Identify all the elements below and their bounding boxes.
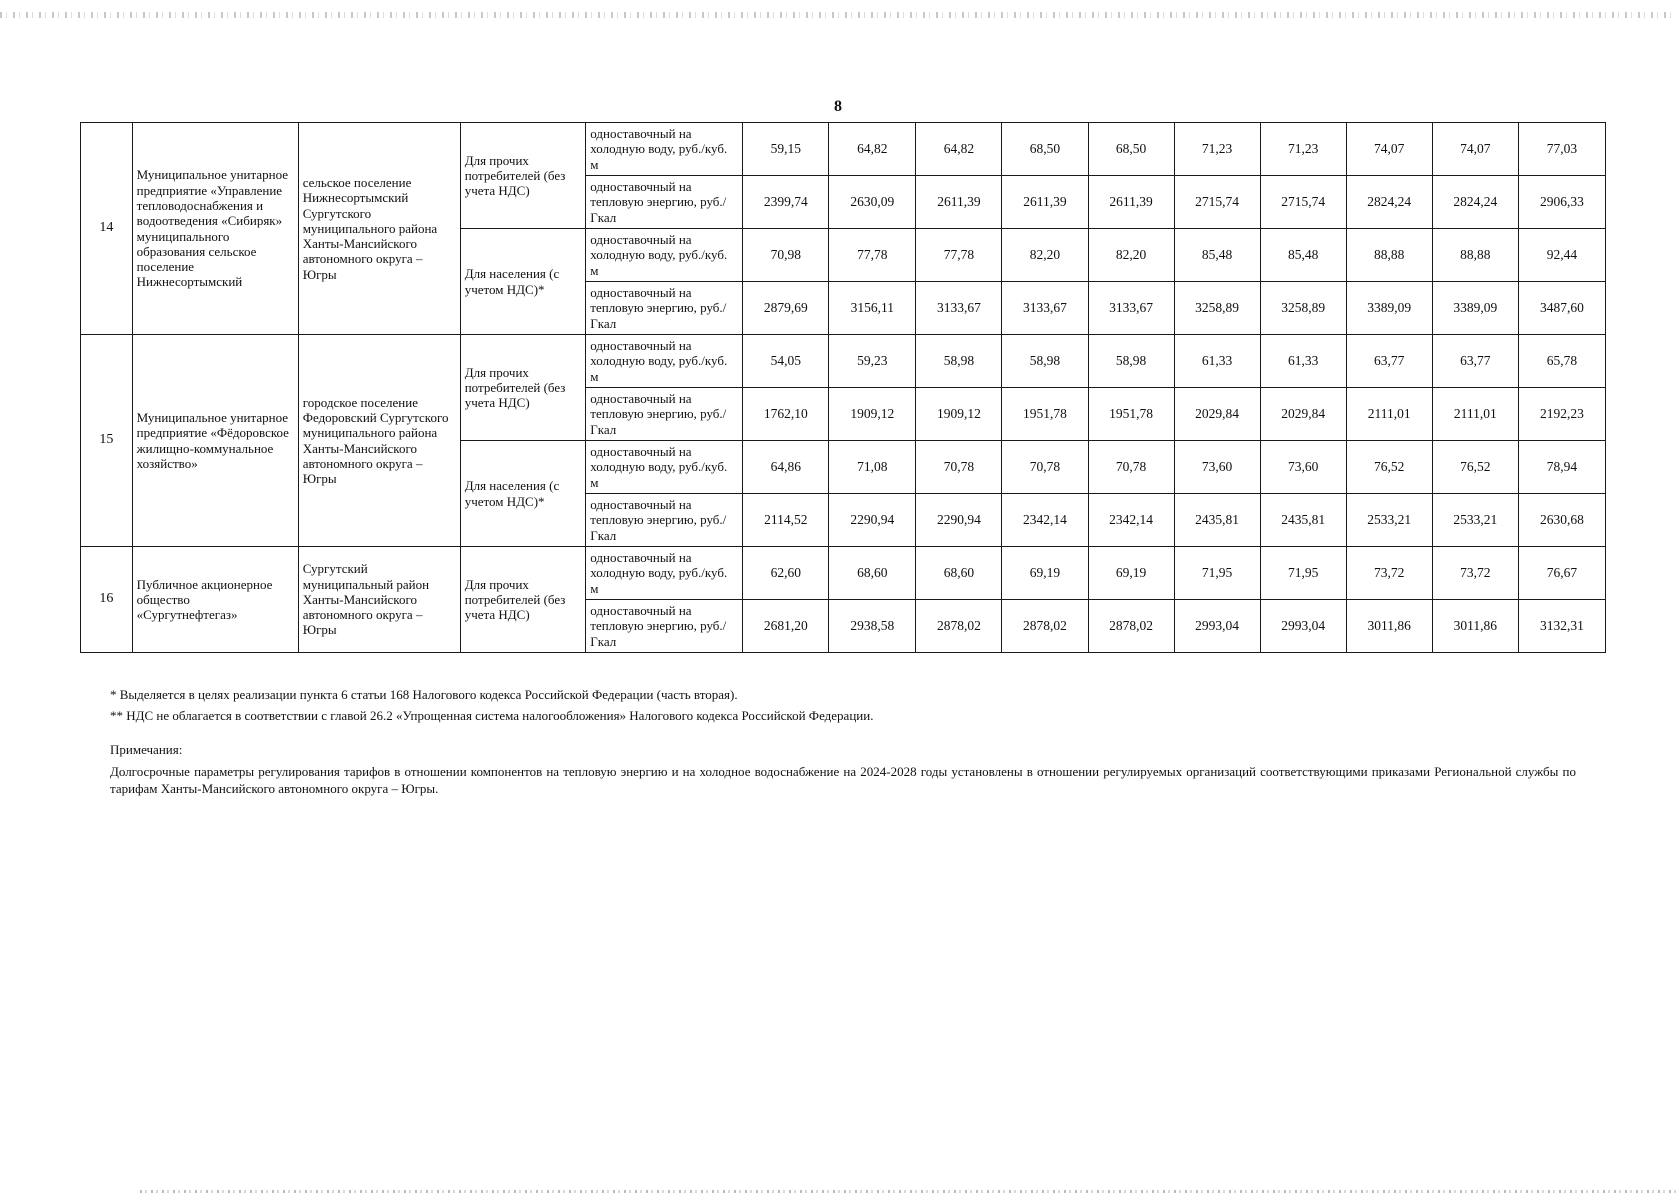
tariff-value: 2681,20 xyxy=(743,600,829,653)
tariff-value: 68,60 xyxy=(829,547,916,600)
tariff-value: 2611,39 xyxy=(916,176,1002,229)
table-row xyxy=(81,547,1606,600)
tariff-type xyxy=(586,388,743,441)
tariff-value: 2611,39 xyxy=(1002,176,1088,229)
tariff-value: 2029,84 xyxy=(1260,388,1346,441)
tariff-value: 2435,81 xyxy=(1174,494,1260,547)
organization-name: Публичное акционерное общество «Сургутнефтегаз» xyxy=(132,547,298,653)
tariff-value: 2435,81 xyxy=(1260,494,1346,547)
tariff-type-label: одноставочный на тепловую энергию, руб./ Гкал xyxy=(590,496,727,543)
tariff-value: 3132,31 xyxy=(1518,600,1605,653)
tariff-value: 76,52 xyxy=(1432,441,1518,494)
tariff-value: 71,23 xyxy=(1260,123,1346,176)
scan-edge-top xyxy=(0,12,1676,18)
tariff-value: 61,33 xyxy=(1174,335,1260,388)
tariff-value: 74,07 xyxy=(1432,123,1518,176)
table-row xyxy=(81,335,1606,388)
tariff-value: 59,15 xyxy=(743,123,829,176)
tariff-type xyxy=(586,441,743,494)
tariff-value: 2029,84 xyxy=(1174,388,1260,441)
tariff-value: 2878,02 xyxy=(1088,600,1174,653)
service-area: сельское поселение Нижнесортымский Сургутского муниципального района Ханты-Мансийского автономного округа – Югры xyxy=(298,123,460,335)
tariff-value: 3156,11 xyxy=(829,282,916,335)
tariff-value: 2533,21 xyxy=(1346,494,1432,547)
tariff-value: 2342,14 xyxy=(1088,494,1174,547)
tariff-value: 64,86 xyxy=(743,441,829,494)
tariff-value: 88,88 xyxy=(1346,229,1432,282)
consumer-group: Для прочих потребителей (без учета НДС) xyxy=(460,335,586,441)
tariff-value: 71,08 xyxy=(829,441,916,494)
consumer-group: Для населения (с учетом НДС)* xyxy=(460,229,586,335)
tariff-value: 2290,94 xyxy=(829,494,916,547)
tariff-value: 2111,01 xyxy=(1432,388,1518,441)
tariff-value: 58,98 xyxy=(1002,335,1088,388)
tariff-type xyxy=(586,282,743,335)
organization-name: Муниципальное унитарное предприятие «Управление тепловодоснабжения и водоотведения «Сибиряк» муниципального образования сельское поселение Нижнесортымский xyxy=(132,123,298,335)
tariff-value: 76,67 xyxy=(1518,547,1605,600)
tariff-type-label: одноставочный на холодную воду, руб./куб. м xyxy=(590,549,728,596)
tariff-type xyxy=(586,547,743,600)
tariff-value: 3487,60 xyxy=(1518,282,1605,335)
tariff-value: 68,50 xyxy=(1002,123,1088,176)
tariff-value: 3258,89 xyxy=(1260,282,1346,335)
tariff-value: 3133,67 xyxy=(1002,282,1088,335)
page-number: 8 xyxy=(834,98,842,115)
tariff-value: 2114,52 xyxy=(743,494,829,547)
tariff-value: 3011,86 xyxy=(1346,600,1432,653)
tariff-value: 85,48 xyxy=(1174,229,1260,282)
tariff-value: 69,19 xyxy=(1088,547,1174,600)
tariff-value: 85,48 xyxy=(1260,229,1346,282)
tariff-value: 71,95 xyxy=(1174,547,1260,600)
tariff-value: 64,82 xyxy=(829,123,916,176)
tariff-type-label: одноставочный на холодную воду, руб./куб. м xyxy=(590,443,728,490)
tariff-value: 2824,24 xyxy=(1432,176,1518,229)
tariff-value: 92,44 xyxy=(1518,229,1605,282)
tariff-value: 2111,01 xyxy=(1346,388,1432,441)
tariff-value: 2715,74 xyxy=(1260,176,1346,229)
tariff-value: 3389,09 xyxy=(1432,282,1518,335)
tariff-value: 73,72 xyxy=(1432,547,1518,600)
tariff-value: 59,23 xyxy=(829,335,916,388)
table-row xyxy=(81,123,1606,176)
tariff-value: 73,60 xyxy=(1260,441,1346,494)
tariff-value: 1762,10 xyxy=(743,388,829,441)
tariff-type-label: одноставочный на холодную воду, руб./куб. м xyxy=(590,337,728,384)
tariff-value: 82,20 xyxy=(1002,229,1088,282)
tariff-value: 1951,78 xyxy=(1088,388,1174,441)
tariff-value: 58,98 xyxy=(916,335,1002,388)
tariff-table-body xyxy=(81,123,1606,653)
consumer-group: Для прочих потребителей (без учета НДС) xyxy=(460,123,586,229)
tariff-type xyxy=(586,494,743,547)
service-area: Сургутский муниципальный район Ханты-Мансийского автономного округа – Югры xyxy=(298,547,460,653)
tariff-value: 82,20 xyxy=(1088,229,1174,282)
tariff-value: 76,52 xyxy=(1346,441,1432,494)
tariff-value: 2824,24 xyxy=(1346,176,1432,229)
tariff-type-label: одноставочный на холодную воду, руб./куб. м xyxy=(590,125,728,172)
tariff-value: 2993,04 xyxy=(1260,600,1346,653)
notes-title: Примечания: xyxy=(110,742,183,757)
tariff-value: 2192,23 xyxy=(1518,388,1605,441)
tariff-value: 69,19 xyxy=(1002,547,1088,600)
tariff-type-label: одноставочный на тепловую энергию, руб./ Гкал xyxy=(590,178,727,225)
footnote-vat-exempt: ** НДС не облагается в соответствии с главой 26.2 «Упрощенная система налогообложения» Налогового кодекса Российской Федерации. xyxy=(110,707,874,723)
tariff-value: 54,05 xyxy=(743,335,829,388)
organization-name: Муниципальное унитарное предприятие «Фёдоровское жилищно-коммунальное хозяйство» xyxy=(132,335,298,547)
tariff-value: 58,98 xyxy=(1088,335,1174,388)
tariff-value: 2630,68 xyxy=(1518,494,1605,547)
row-number: 15 xyxy=(81,335,133,547)
tariff-value: 2533,21 xyxy=(1432,494,1518,547)
tariff-value: 2906,33 xyxy=(1518,176,1605,229)
footnote-vat-allocated: * Выделяется в целях реализации пункта 6 статьи 168 Налогового кодекса Российской Федерации (часть вторая). xyxy=(110,687,738,702)
tariff-type xyxy=(586,123,743,176)
tariff-value: 77,78 xyxy=(829,229,916,282)
tariff-value: 3011,86 xyxy=(1432,600,1518,653)
tariff-type xyxy=(586,600,743,653)
footnotes xyxy=(110,685,1590,727)
tariff-value: 70,98 xyxy=(743,229,829,282)
tariff-value: 1909,12 xyxy=(829,388,916,441)
tariff-value: 3133,67 xyxy=(916,282,1002,335)
row-number: 16 xyxy=(81,547,133,653)
tariff-value: 78,94 xyxy=(1518,441,1605,494)
tariff-value: 68,60 xyxy=(916,547,1002,600)
tariff-type-label: одноставочный на холодную воду, руб./куб. м xyxy=(590,231,728,278)
tariff-value: 3389,09 xyxy=(1346,282,1432,335)
tariff-value: 71,23 xyxy=(1174,123,1260,176)
notes-text: Долгосрочные параметры регулирования тарифов в отношении компонентов на тепловую энергию и на холодное водоснабжение на 2024-2028 годы установлены в отношении регулируемых организаций соответствующими приказами Региональной службы по тарифам Ханты-Мансийского автономного округа – Югры. xyxy=(110,764,1576,797)
tariff-type-label: одноставочный на тепловую энергию, руб./ Гкал xyxy=(590,390,727,437)
tariff-value: 74,07 xyxy=(1346,123,1432,176)
tariff-value: 73,72 xyxy=(1346,547,1432,600)
tariff-value: 2342,14 xyxy=(1002,494,1088,547)
tariff-table xyxy=(80,122,1606,653)
row-number: 14 xyxy=(81,123,133,335)
tariff-value: 64,82 xyxy=(916,123,1002,176)
tariff-value: 70,78 xyxy=(1002,441,1088,494)
service-area: городское поселение Федоровский Сургутского муниципального района Ханты-Мансийского автономного округа – Югры xyxy=(298,335,460,547)
tariff-value: 3133,67 xyxy=(1088,282,1174,335)
tariff-value: 77,03 xyxy=(1518,123,1605,176)
tariff-value: 2399,74 xyxy=(743,176,829,229)
tariff-value: 71,95 xyxy=(1260,547,1346,600)
tariff-value: 2938,58 xyxy=(829,600,916,653)
tariff-value: 2630,09 xyxy=(829,176,916,229)
tariff-type xyxy=(586,176,743,229)
tariff-value: 68,50 xyxy=(1088,123,1174,176)
tariff-value: 73,60 xyxy=(1174,441,1260,494)
tariff-value: 70,78 xyxy=(1088,441,1174,494)
tariff-type xyxy=(586,229,743,282)
tariff-value: 77,78 xyxy=(916,229,1002,282)
tariff-value: 1909,12 xyxy=(916,388,1002,441)
tariff-value: 61,33 xyxy=(1260,335,1346,388)
consumer-group: Для населения (с учетом НДС)* xyxy=(460,441,586,547)
tariff-type-label: одноставочный на тепловую энергию, руб./ Гкал xyxy=(590,284,727,331)
tariff-value: 65,78 xyxy=(1518,335,1605,388)
tariff-value: 3258,89 xyxy=(1174,282,1260,335)
tariff-value: 70,78 xyxy=(916,441,1002,494)
tariff-value: 63,77 xyxy=(1432,335,1518,388)
tariff-value: 88,88 xyxy=(1432,229,1518,282)
consumer-group: Для прочих потребителей (без учета НДС) xyxy=(460,547,586,653)
tariff-value: 2290,94 xyxy=(916,494,1002,547)
tariff-value: 2715,74 xyxy=(1174,176,1260,229)
tariff-value: 2879,69 xyxy=(743,282,829,335)
tariff-value: 62,60 xyxy=(743,547,829,600)
tariff-value: 63,77 xyxy=(1346,335,1432,388)
tariff-value: 2611,39 xyxy=(1088,176,1174,229)
tariff-type xyxy=(586,335,743,388)
tariff-value: 2993,04 xyxy=(1174,600,1260,653)
scan-edge-bottom xyxy=(140,1190,1676,1193)
tariff-value: 1951,78 xyxy=(1002,388,1088,441)
tariff-value: 2878,02 xyxy=(1002,600,1088,653)
tariff-type-label: одноставочный на тепловую энергию, руб./ Гкал xyxy=(590,602,727,649)
tariff-value: 2878,02 xyxy=(916,600,1002,653)
